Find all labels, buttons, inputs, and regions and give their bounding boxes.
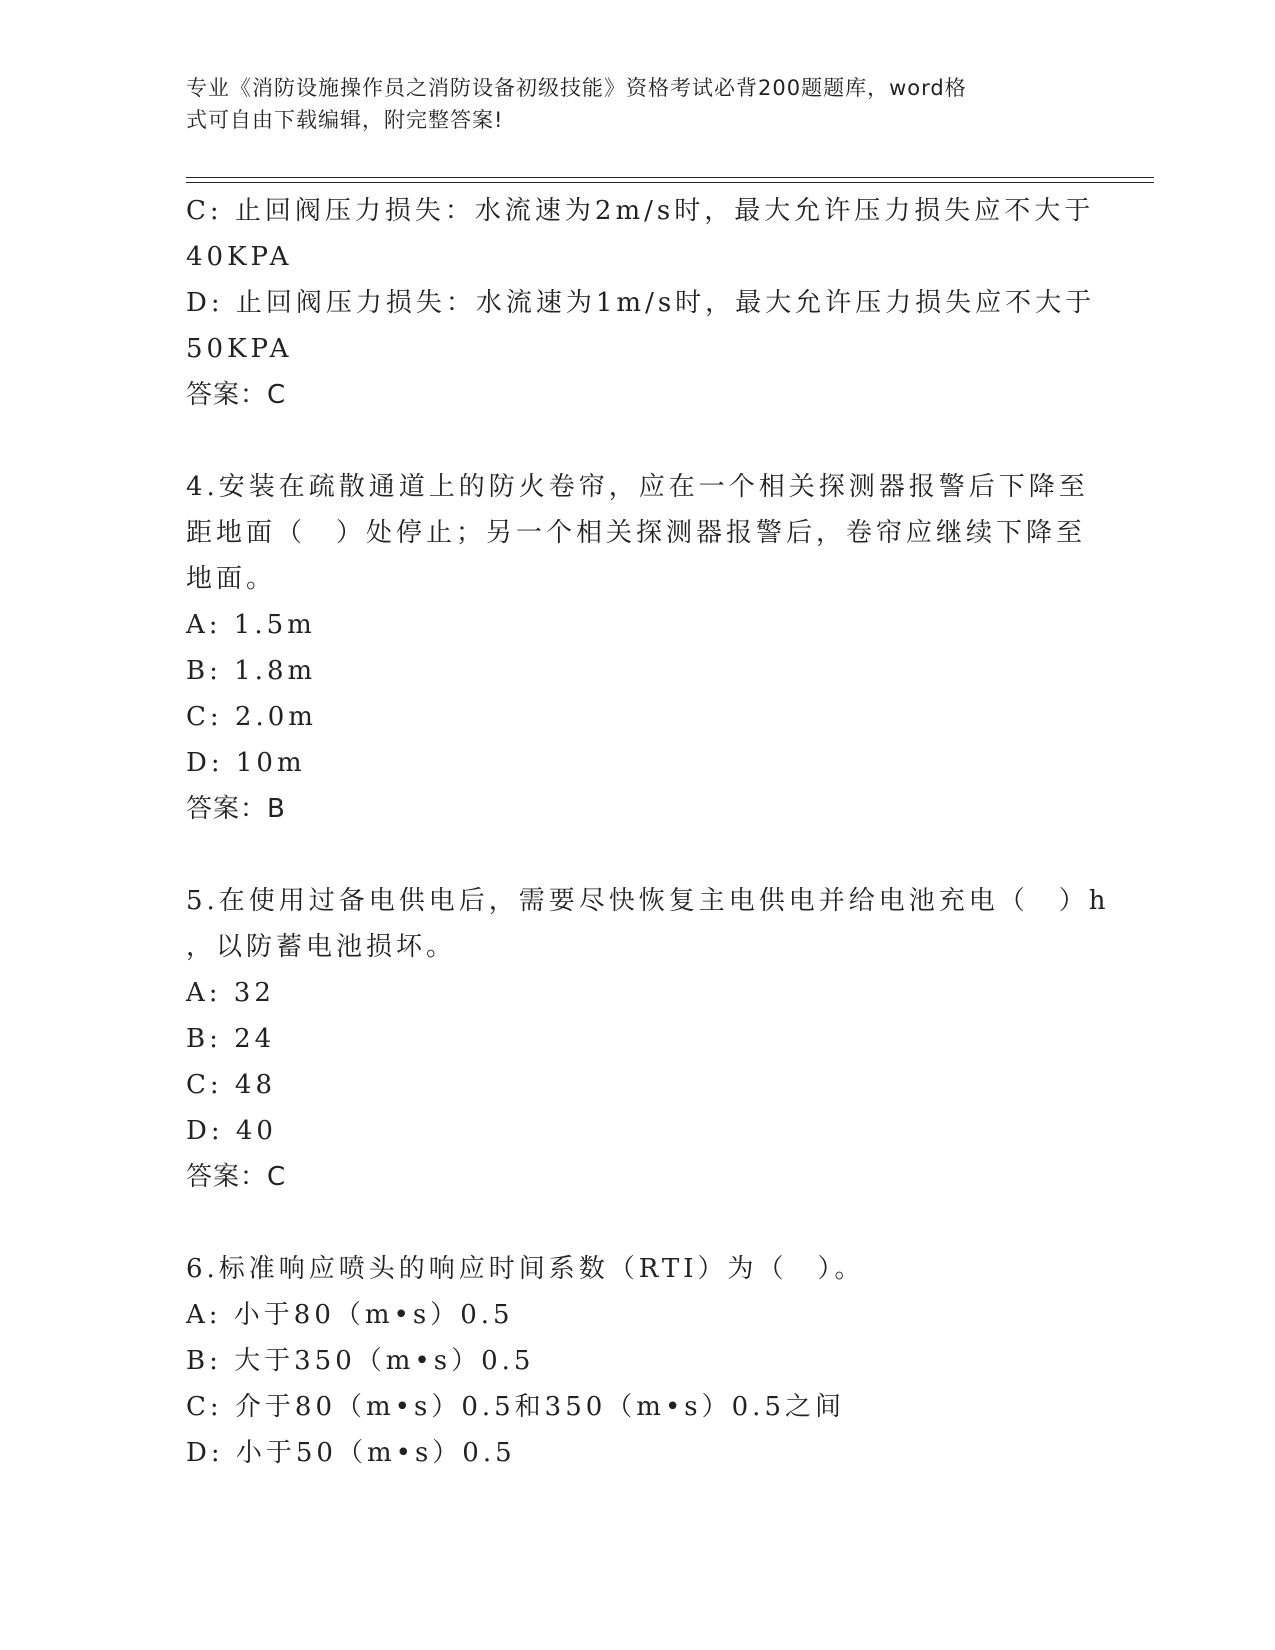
block-spacer	[186, 418, 1086, 464]
option-line: 40KPA	[186, 242, 293, 272]
header-line-2: 式可自由下载编辑，附完整答案!	[186, 108, 504, 132]
option-line: 50KPA	[186, 334, 293, 364]
option-line: B: 1.8m	[186, 656, 317, 686]
option-line: D: 止回阀压力损失：水流速为1m/s时，最大允许压力损失应不大于	[186, 288, 1096, 318]
option-line: C: 止回阀压力损失：水流速为2m/s时，最大允许压力损失应不大于	[186, 196, 1095, 226]
option-line: B: 24	[186, 1024, 276, 1054]
question-stem: 6.标准响应喷头的响应时间系数（RTI）为（ ）。	[186, 1254, 865, 1284]
question-stem: ，以防蓄电池损坏。	[186, 932, 457, 962]
block-spacer	[186, 832, 1086, 878]
question-block	[186, 188, 1096, 418]
option-line: D: 40	[186, 1116, 277, 1146]
option-line: C: 2.0m	[186, 702, 317, 732]
question-block	[186, 464, 1089, 832]
question-stem: 4.安装在疏散通道上的防火卷帘，应在一个相关探测器报警后下降至	[186, 472, 1089, 502]
option-line: C: 48	[186, 1070, 277, 1100]
answer-line: 答案：B	[186, 794, 286, 824]
question-block	[186, 878, 1110, 1200]
option-line: B: 大于350（m•s）0.5	[186, 1346, 535, 1376]
option-line: A: 1.5m	[186, 610, 316, 640]
option-line: D: 10m	[186, 748, 306, 778]
question-stem: 距地面（ ）处停止；另一个相关探测器报警后，卷帘应继续下降至	[186, 518, 1087, 548]
block-spacer	[186, 1200, 1086, 1246]
header-line-1: 专业《消防设施操作员之消防设备初级技能》资格考试必背200题题库，word格	[186, 76, 967, 100]
header-divider-top	[186, 177, 1154, 178]
option-line: A: 32	[186, 978, 275, 1008]
question-stem: 5.在使用过备电供电后，需要尽快恢复主电供电并给电池充电（ ）h	[186, 886, 1110, 916]
option-line: A: 小于80（m•s）0.5	[186, 1300, 514, 1330]
question-stem: 地面。	[186, 564, 277, 594]
answer-line: 答案：C	[186, 380, 287, 410]
option-line: C: 介于80（m•s）0.5和350（m•s）0.5之间	[186, 1392, 845, 1422]
option-line: D: 小于50（m•s）0.5	[186, 1438, 516, 1468]
document-header	[186, 72, 1066, 136]
header-divider-bottom	[186, 182, 1154, 183]
answer-line: 答案：C	[186, 1162, 287, 1192]
question-list	[186, 188, 1110, 1476]
question-block	[186, 1246, 1086, 1476]
